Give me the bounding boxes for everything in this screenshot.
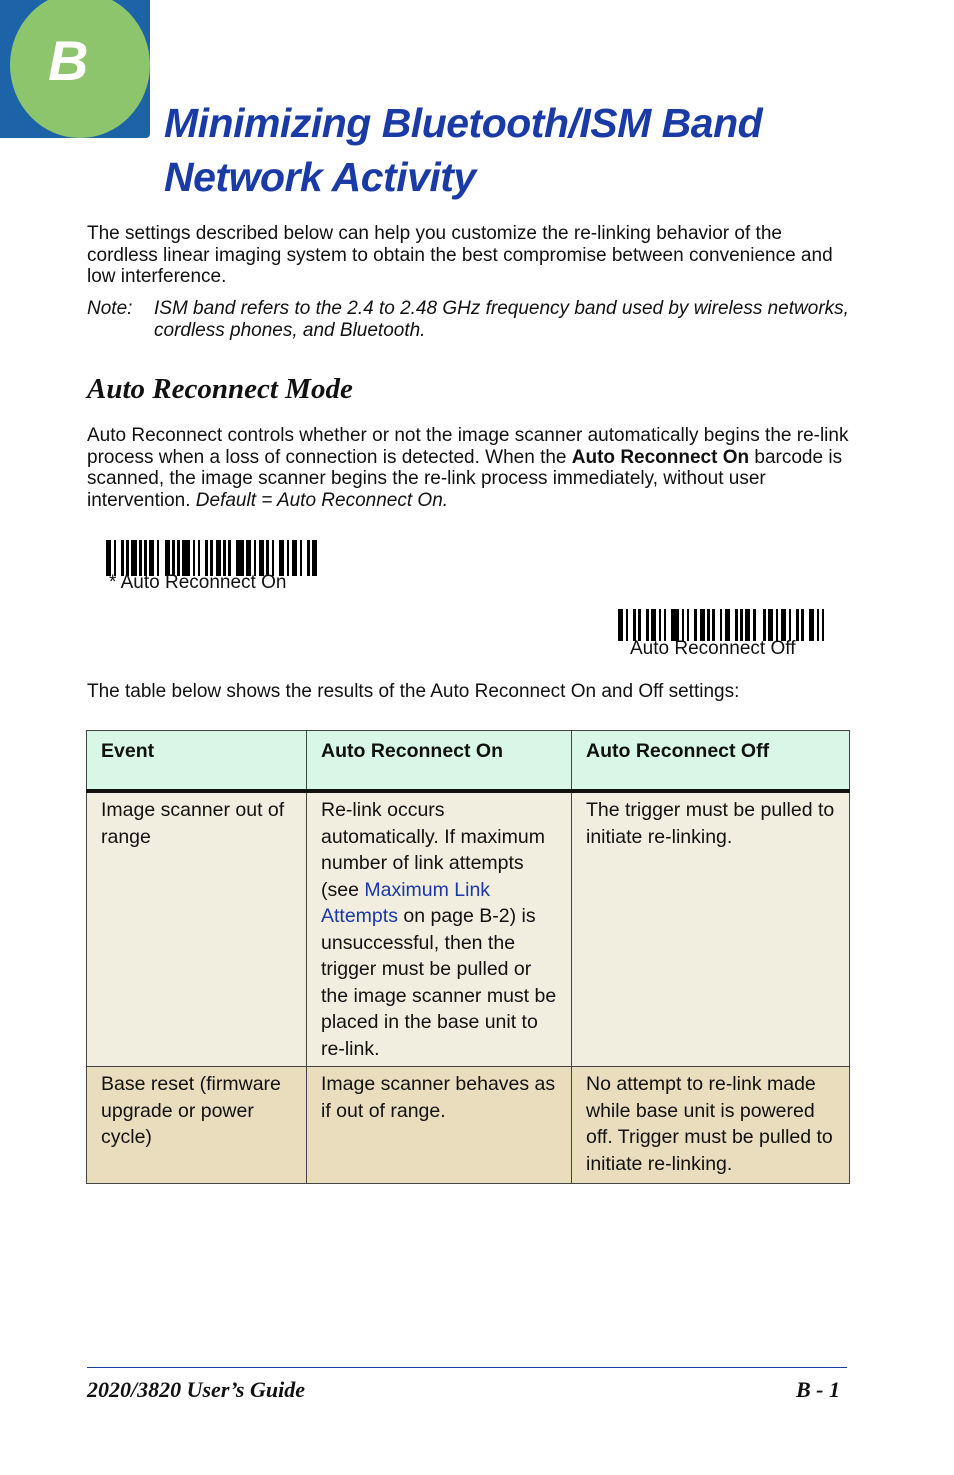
barcode-bar bbox=[254, 540, 257, 576]
table-cell: Base reset (firmware upgrade or power cycle) bbox=[87, 1067, 307, 1184]
barcode-bar bbox=[312, 540, 317, 576]
barcode-bar bbox=[626, 609, 629, 641]
barcode-bar bbox=[223, 540, 226, 576]
auto-reconnect-paragraph bbox=[87, 425, 853, 511]
footer-divider bbox=[87, 1367, 847, 1368]
barcode-bar bbox=[694, 609, 697, 641]
note-label: Note: bbox=[87, 298, 133, 319]
barcode-bar bbox=[817, 609, 820, 641]
barcode-bar bbox=[682, 609, 685, 641]
paragraph-bold: Auto Reconnect On bbox=[571, 446, 750, 468]
barcode-bar bbox=[671, 609, 679, 641]
barcode-bar bbox=[177, 540, 180, 576]
footer-guide-title: 2020/3820 User’s Guide bbox=[87, 1377, 305, 1402]
barcode-bar bbox=[789, 609, 792, 641]
auto-reconnect-off-label: Auto Reconnect Off bbox=[630, 638, 796, 659]
barcode-bar bbox=[236, 540, 244, 576]
column-header: Auto Reconnect On bbox=[307, 731, 572, 792]
barcode-bar bbox=[165, 540, 170, 576]
barcode-bar bbox=[735, 609, 738, 641]
table-intro: The table below shows the results of the Auto Reconnect On and Off settings: bbox=[87, 681, 740, 702]
note bbox=[87, 298, 853, 341]
barcode-bar bbox=[307, 540, 310, 576]
barcode-bar bbox=[157, 540, 160, 576]
barcode-bar bbox=[279, 540, 284, 576]
cell-text: on page B-2) is unsuccessful, then the trigger must be pulled or the image scanner must be placed in the base unit to re-link. bbox=[321, 905, 557, 1060]
table-row bbox=[87, 791, 850, 1067]
footer-page-number: B - 1 bbox=[796, 1377, 840, 1402]
barcode-bar bbox=[700, 609, 705, 641]
column-header: Event bbox=[87, 731, 307, 792]
barcode-bar bbox=[776, 609, 779, 641]
barcode-bar bbox=[126, 540, 129, 576]
barcode-bar bbox=[216, 540, 221, 576]
barcode-bar bbox=[172, 540, 175, 576]
barcode-bar bbox=[618, 609, 623, 641]
barcode-bar bbox=[182, 540, 190, 576]
barcode-bar bbox=[633, 609, 636, 641]
barcode-bar bbox=[822, 609, 825, 641]
paragraph-text: Auto Reconnect controls whether or not the image scanner automatically begins the re-link process when a loss of connection is detected. When the bbox=[87, 425, 849, 468]
results-table bbox=[86, 730, 850, 1184]
barcode-bar bbox=[205, 540, 208, 576]
barcode-bar bbox=[801, 609, 804, 641]
barcode-bar bbox=[149, 540, 154, 576]
barcode-bar bbox=[745, 609, 750, 641]
barcode-bar bbox=[768, 609, 773, 641]
table-cell: No attempt to re-link made while base unit is powered off. Trigger must be pulled to initiate re-linking. bbox=[572, 1067, 850, 1184]
barcode-bar bbox=[193, 540, 196, 576]
auto-reconnect-on-barcode bbox=[106, 540, 318, 576]
barcode-bar bbox=[664, 609, 667, 641]
barcode-bar bbox=[272, 540, 275, 576]
chapter-letter: B bbox=[48, 29, 89, 92]
table-cell: Image scanner out of range bbox=[87, 791, 307, 1067]
barcode-bar bbox=[228, 540, 231, 576]
table-cell bbox=[307, 791, 572, 1067]
page-title: Minimizing Bluetooth/ISM Band Network Activity bbox=[164, 100, 763, 200]
auto-reconnect-on-label: * Auto Reconnect On bbox=[109, 572, 287, 593]
default-note: Default = Auto Reconnect On. bbox=[195, 489, 449, 511]
table-row bbox=[87, 1067, 850, 1184]
cell-text: Re-link occurs automatically. If maximum number of link attempts (see bbox=[321, 799, 545, 901]
barcode-bar bbox=[707, 609, 710, 641]
maximum-link-attempts-link[interactable]: Maximum Link Attempts bbox=[321, 878, 491, 927]
barcode-bar bbox=[259, 540, 264, 576]
section-heading: Auto Reconnect Mode bbox=[87, 373, 353, 405]
barcode-bar bbox=[198, 540, 201, 576]
barcode-bar bbox=[720, 609, 723, 641]
barcode-bar bbox=[659, 609, 662, 641]
barcode-bar bbox=[292, 540, 297, 576]
barcode-bar bbox=[300, 540, 303, 576]
barcode-bar bbox=[266, 540, 269, 576]
barcode-bar bbox=[725, 609, 730, 641]
barcode-bar bbox=[687, 609, 690, 641]
paragraph-text: barcode is scanned, the image scanner begins the re-link process immediately, without user intervention. bbox=[87, 446, 843, 511]
barcode-bar bbox=[753, 609, 756, 641]
barcode-bar bbox=[638, 609, 641, 641]
barcode-bar bbox=[144, 540, 147, 576]
barcode-bar bbox=[651, 609, 656, 641]
barcode-bar bbox=[210, 540, 213, 576]
table-cell: Image scanner behaves as if out of range. bbox=[307, 1067, 572, 1184]
barcode-bar bbox=[139, 540, 142, 576]
barcode-bar bbox=[809, 609, 814, 641]
barcode-bar bbox=[781, 609, 786, 641]
barcode-bar bbox=[121, 540, 124, 576]
column-header: Auto Reconnect Off bbox=[572, 731, 850, 792]
intro-paragraph: The settings described below can help you customize the re-linking behavior of the cordless linear imaging system to obtain the best compromise between convenience and low interference. bbox=[87, 223, 833, 287]
table-header-row bbox=[87, 731, 850, 792]
barcode-bar bbox=[796, 609, 799, 641]
barcode-bar bbox=[646, 609, 649, 641]
barcode-bar bbox=[763, 609, 766, 641]
barcode-bar bbox=[246, 540, 251, 576]
barcode-bar bbox=[106, 540, 111, 576]
barcode-bar bbox=[131, 540, 136, 576]
auto-reconnect-off-barcode bbox=[618, 609, 830, 641]
barcode-bar bbox=[740, 609, 743, 641]
table-cell: The trigger must be pulled to initiate re-linking. bbox=[572, 791, 850, 1067]
barcode-bar bbox=[287, 540, 290, 576]
barcode-bar bbox=[712, 609, 715, 641]
note-text: ISM band refers to the 2.4 to 2.48 GHz frequency band used by wireless networks, cordless phones, and Bluetooth. bbox=[154, 298, 849, 341]
barcode-bar bbox=[114, 540, 117, 576]
